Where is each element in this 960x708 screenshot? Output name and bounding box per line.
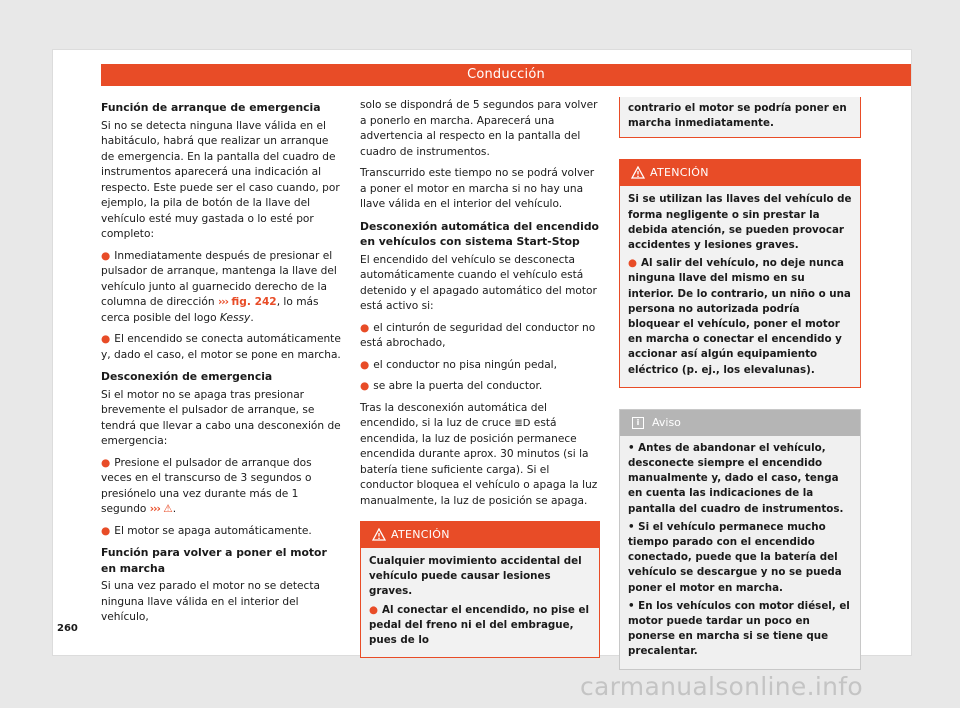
bullet-item: ● se abre la puerta del conductor. <box>360 380 543 392</box>
column-1 <box>101 98 341 632</box>
paragraph: solo se dispondrá de 5 segundos para volver a ponerlo en marcha. Aparecerá una advertencia al respecto en la pantalla del cuadro de instrumentos. <box>360 99 598 158</box>
bullet-item: ● El motor se apaga automáticamente. <box>101 524 312 537</box>
page-number: 260 <box>57 623 78 634</box>
figure-link[interactable]: fig. 242 <box>231 296 277 308</box>
bullet-icon: ● <box>101 333 111 345</box>
bullet-icon: ● <box>101 249 111 262</box>
column-2 <box>360 98 600 658</box>
warning-title: ATENCIÓN <box>650 166 709 180</box>
bullet-item: ● Presione el pulsador de arranque dos veces en el transcurso de 3 segundos o presiónelo una vez durante más de 1 segundo ››› ⚠. <box>101 456 312 515</box>
watermark: carmanualsonline.info <box>580 672 863 701</box>
bullet-item: • Antes de abandonar el vehículo, desconecte siempre el encendido manualmente y, dado el caso, tenga en cuenta las indicaciones de la pantalla del cuadro de instrumentos. <box>628 441 844 515</box>
manual-page <box>52 49 912 656</box>
paragraph: Si el motor no se apaga tras presionar brevemente el pulsador de arranque, se tendrá que llevar a cabo una desconexión de emergencia: <box>101 388 341 447</box>
note-box <box>619 409 861 670</box>
paragraph: Si no se detecta ninguna llave válida en el habitáculo, habrá que realizar un arranque de emergencia. En la pantalla del cuadro de instrumentos aparecerá una indicación al respecto. Este puede ser el caso cuando, por ejemplo, la pila de botón de la llave del vehículo esté muy gastada o lo esté por completo: <box>101 119 340 240</box>
heading-emergency-stop: Desconexión de emergencia <box>101 370 273 383</box>
bullet-icon: ● <box>360 380 370 392</box>
warning-body: contrario el motor se podría poner en marcha inmediatamente. <box>628 102 847 130</box>
bullet-icon: ● <box>360 321 370 334</box>
warning-triangle-icon <box>372 528 386 541</box>
bullet-icon: ● <box>360 358 370 371</box>
note-header <box>620 410 860 436</box>
warning-box-continued <box>619 97 861 138</box>
bullet-item: ● Al conectar el encendido, no pise el pedal del freno ni el del embrague, pues de lo <box>369 603 589 647</box>
bullet-icon: ● <box>101 524 111 537</box>
paragraph: Tras la desconexión automática del encendido, si la luz de cruce ≣D está encendida, la luz de posición permanece encendida durante aprox. 30 minutos (si la batería tiene suficiente carga). Si el conductor bloquea el vehículo o apaga la luz manualmente, la luz de posición se apaga. <box>360 401 598 507</box>
reference-arrows: ››› <box>149 503 160 515</box>
bullet-icon: ● <box>369 603 378 616</box>
warning-box <box>619 159 861 387</box>
warning-body: Cualquier movimiento accidental del vehículo puede causar lesiones graves. ● Al conectar el encendido, no pise el pedal del freno ni el del embrague, pues de lo <box>361 548 599 657</box>
warning-title: ATENCIÓN <box>391 528 450 541</box>
bullet-item: • En los vehículos con motor diésel, el motor puede tardar un poco en ponerse en marcha si se tiene que precalentar. <box>628 599 850 658</box>
warning-triangle-icon <box>631 166 645 179</box>
heading-restart-function: Función para volver a poner el motor en marcha <box>101 546 327 575</box>
paragraph: El encendido del vehículo se desconecta automáticamente cuando el vehículo está detenido y el apagado automático del motor está activo si: <box>360 253 597 312</box>
warning-header <box>620 160 860 186</box>
bullet-item: ● Al salir del vehículo, no deje nunca ninguna llave del mismo en su interior. De lo contrario, un niño o una persona no autorizada podría bloquear el vehículo, poner el motor en marcha o conectar el encendido y accionar así algún equipamiento eléctrico (p. ej., los elevalunas). <box>628 257 851 376</box>
heading-emergency-start: Función de arranque de emergencia <box>101 101 321 114</box>
note-title: Aviso <box>652 415 681 429</box>
warning-body: Si se utilizan las llaves del vehículo de forma negligente o sin prestar la debida atención, se pueden provocar accidentes y lesiones graves. ● Al salir del vehículo, no deje nunca ninguna llave del mismo en su interior. De lo contrario, un niño o una persona no autorizada podría bloquear el vehículo, poner el motor en marcha o conectar el encendido y accionar así algún equipamiento eléctrico (p. ej., los elevalunas). <box>620 186 860 386</box>
column-3 <box>619 97 861 670</box>
info-icon: i <box>632 417 644 429</box>
kessy-logo: Kessy <box>219 311 251 324</box>
bullet-item: ● el conductor no pisa ningún pedal, <box>360 358 557 371</box>
bullet-item: ● El encendido se conecta automáticamente y, dado el caso, el motor se pone en marcha. <box>101 333 341 361</box>
paragraph: Si una vez parado el motor no se detecta ninguna llave válida en el interior del vehículo, <box>101 580 321 623</box>
warning-box <box>360 521 600 658</box>
heading-auto-ignition-off: Desconexión automática del encendido en vehículos con sistema Start-Stop <box>360 219 599 248</box>
bullet-item: • Si el vehículo permanece mucho tiempo parado con el encendido conectado, puede que la batería del vehículo se descargue y no se pueda poner el motor en marcha. <box>628 520 842 594</box>
bullet-icon: ● <box>101 456 111 469</box>
bullet-item: ● Inmediatamente después de presionar el pulsador de arranque, mantenga la llave del vehículo junto al guarnecido derecho de la columna de dirección ››› fig. 242, lo más cerca posible del logo Kessy. <box>101 249 337 324</box>
bullet-icon: ● <box>628 257 637 270</box>
warning-triangle-icon[interactable]: ⚠ <box>163 503 173 515</box>
low-beam-icon: ≣D <box>514 418 531 429</box>
note-body <box>620 436 860 669</box>
section-header: Conducción <box>101 64 911 86</box>
warning-header <box>361 522 599 548</box>
bullet-item: ● el cinturón de seguridad del conductor no está abrochado, <box>360 321 596 349</box>
reference-arrows: ››› <box>217 296 229 308</box>
paragraph: Transcurrido este tiempo no se podrá volver a poner el motor en marcha si no hay una llave válida en el interior del vehículo. <box>360 167 595 210</box>
